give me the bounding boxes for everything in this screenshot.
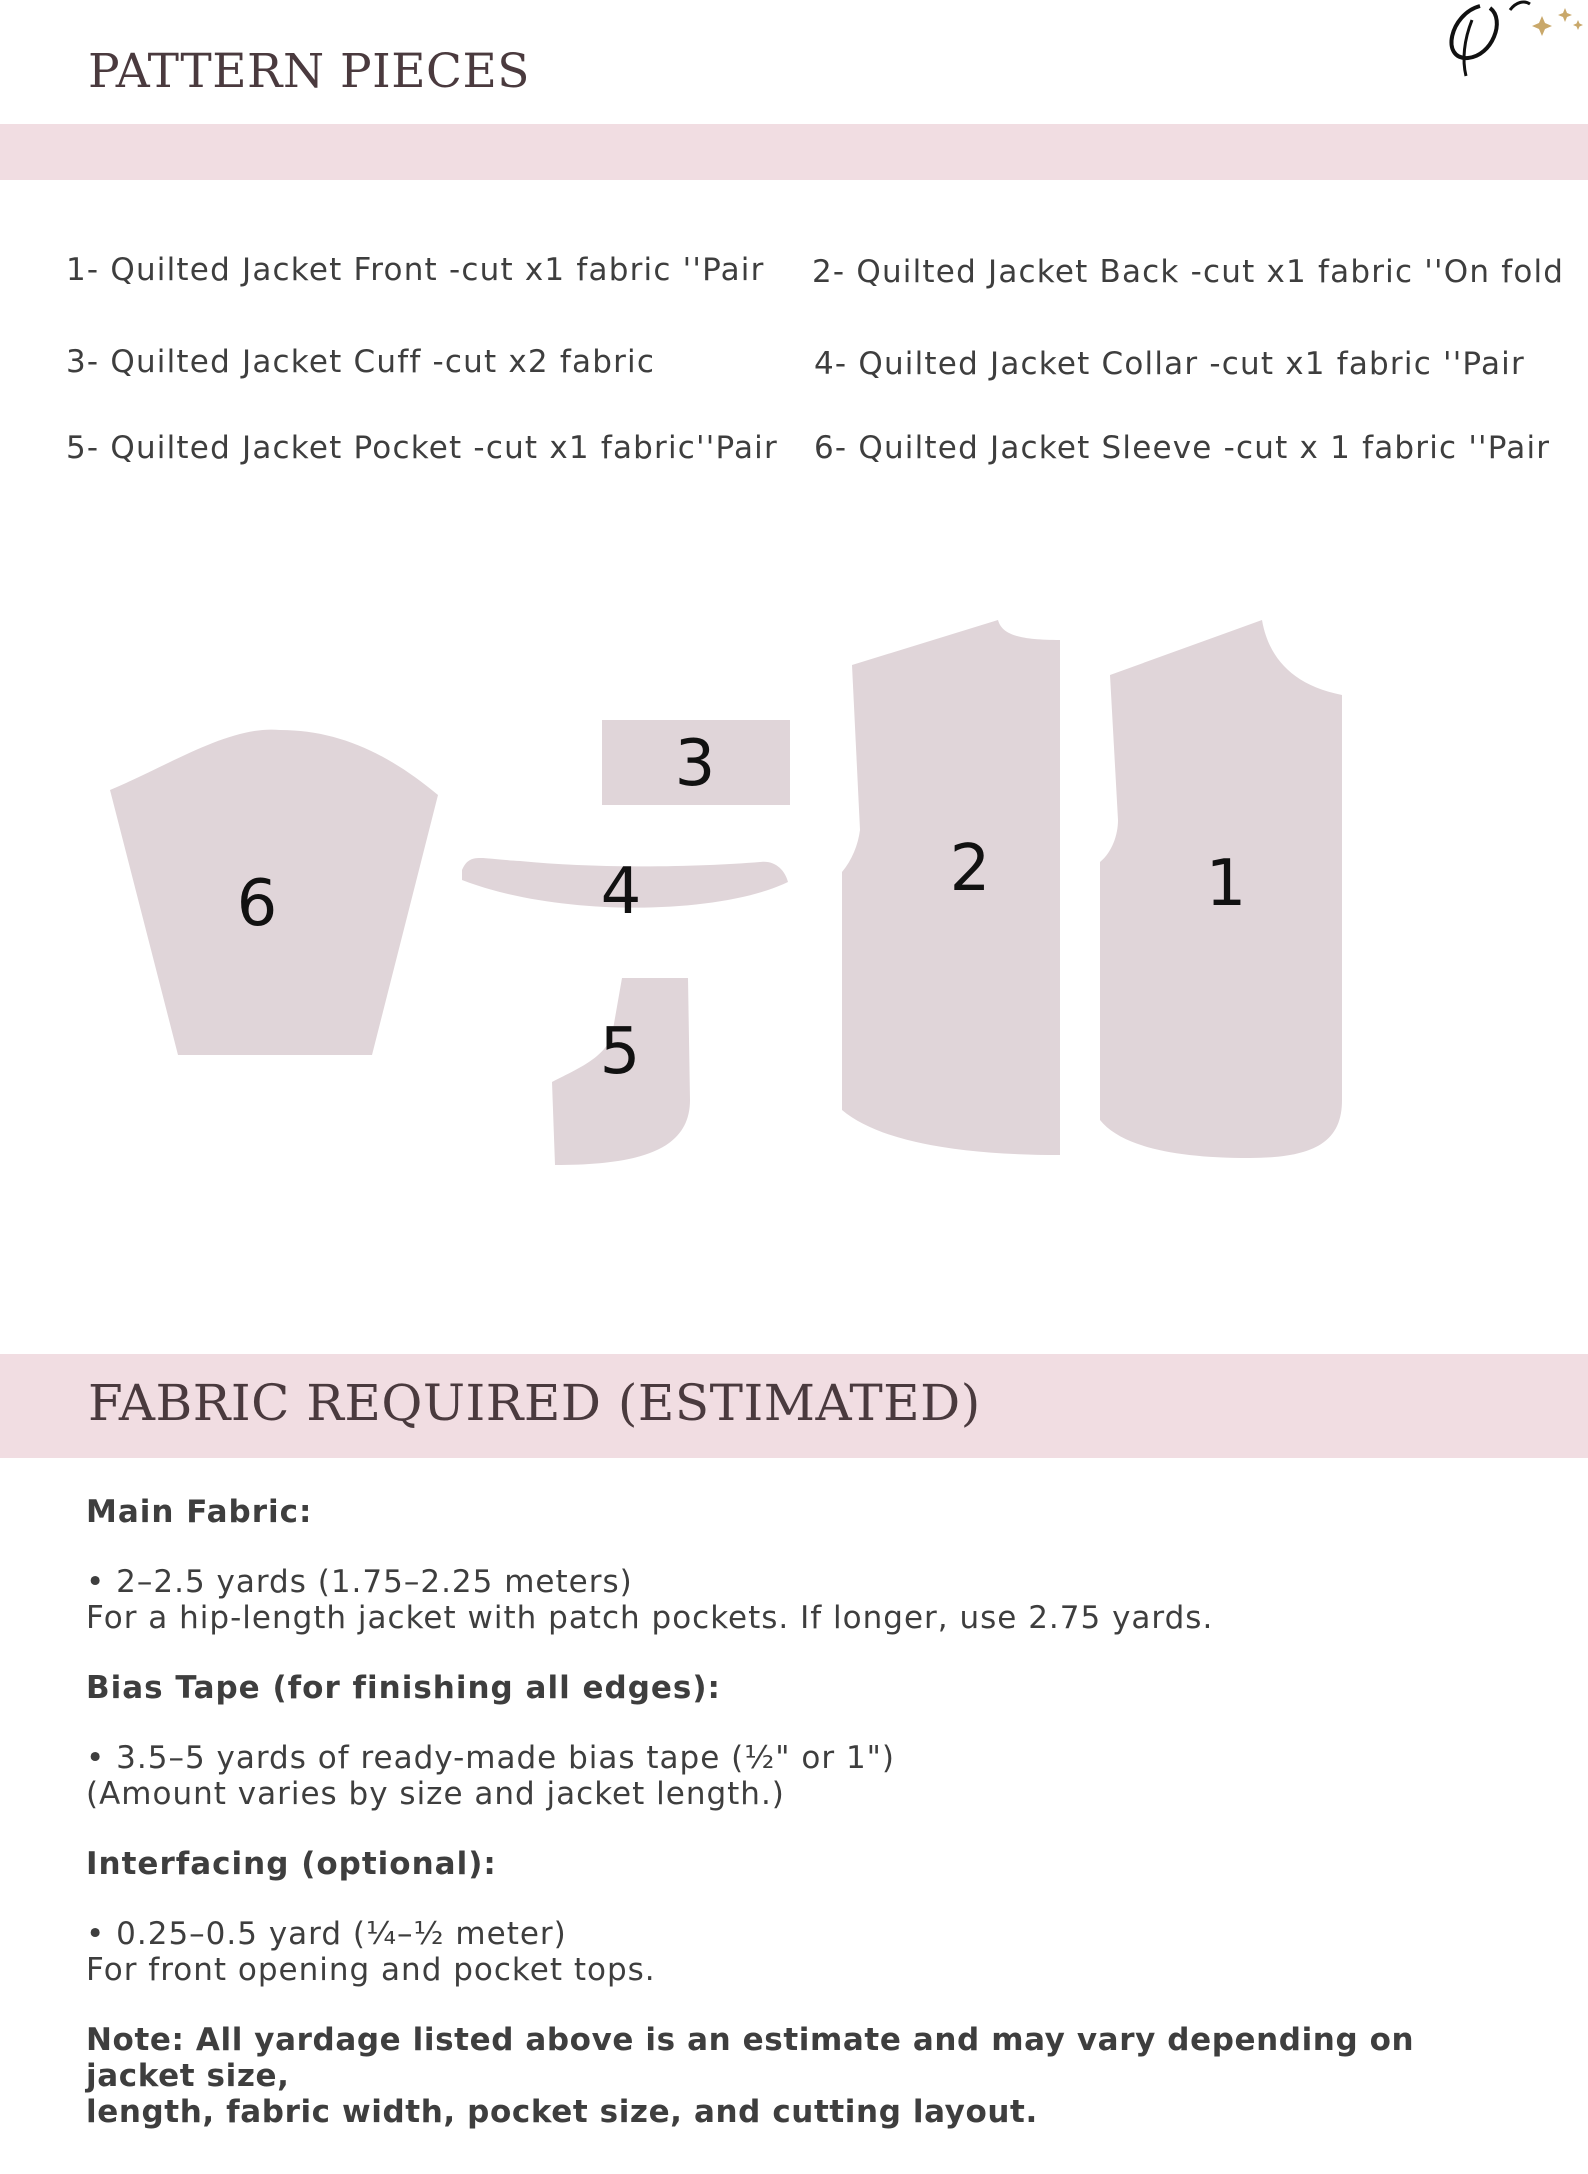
piece-list-item: 4- Quilted Jacket Collar -cut x1 fabric ''Pair	[814, 346, 1525, 382]
brand-logo-icon	[1420, 0, 1588, 80]
bias-tape-label: Bias Tape (for finishing all edges):	[86, 1670, 721, 1706]
yardage-note-line-1: Note: All yardage listed above is an estimate and may vary depending on jacket size,	[86, 2022, 1415, 2094]
piece-number-4: 4	[600, 855, 642, 929]
bias-tape-amount: • 3.5–5 yards of ready-made bias tape (½" or 1")	[86, 1740, 896, 1776]
piece-number-2: 2	[949, 832, 991, 906]
interfacing-amount: • 0.25–0.5 yard (¼–½ meter)	[86, 1916, 567, 1952]
main-fabric-amount: • 2–2.5 yards (1.75–2.25 meters)	[86, 1564, 633, 1600]
piece-list-item: 1- Quilted Jacket Front -cut x1 fabric ''Pair	[66, 252, 765, 288]
piece-list-item: 6- Quilted Jacket Sleeve -cut x 1 fabric ''Pair	[814, 430, 1551, 466]
piece-number-1: 1	[1205, 847, 1247, 921]
interfacing-label: Interfacing (optional):	[86, 1846, 497, 1882]
yardage-note-line-2: length, fabric width, pocket size, and cutting layout.	[86, 2094, 1038, 2130]
main-fabric-label: Main Fabric:	[86, 1494, 313, 1530]
fabric-requirements	[86, 1494, 1526, 2130]
piece-number-3: 3	[674, 727, 716, 801]
piece-number-6: 6	[236, 867, 278, 941]
piece-number-5: 5	[599, 1015, 641, 1089]
main-fabric-note: For a hip-length jacket with patch pockets. If longer, use 2.75 yards.	[86, 1600, 1214, 1636]
pattern-pieces-heading: PATTERN PIECES	[88, 44, 530, 99]
piece-list-item: 5- Quilted Jacket Pocket -cut x1 fabric''Pair	[66, 430, 778, 466]
bias-tape-note: (Amount varies by size and jacket length.)	[86, 1776, 785, 1812]
interfacing-note: For front opening and pocket tops.	[86, 1952, 656, 1988]
star-icon	[1532, 8, 1583, 36]
piece-list-item: 2- Quilted Jacket Back -cut x1 fabric ''On fold	[812, 254, 1565, 290]
fabric-required-heading: FABRIC REQUIRED (ESTIMATED)	[88, 1374, 981, 1432]
piece-list-item: 3- Quilted Jacket Cuff -cut x2 fabric	[66, 344, 656, 380]
section-divider-band	[0, 124, 1588, 180]
pattern-pieces-diagram	[0, 580, 1588, 1200]
